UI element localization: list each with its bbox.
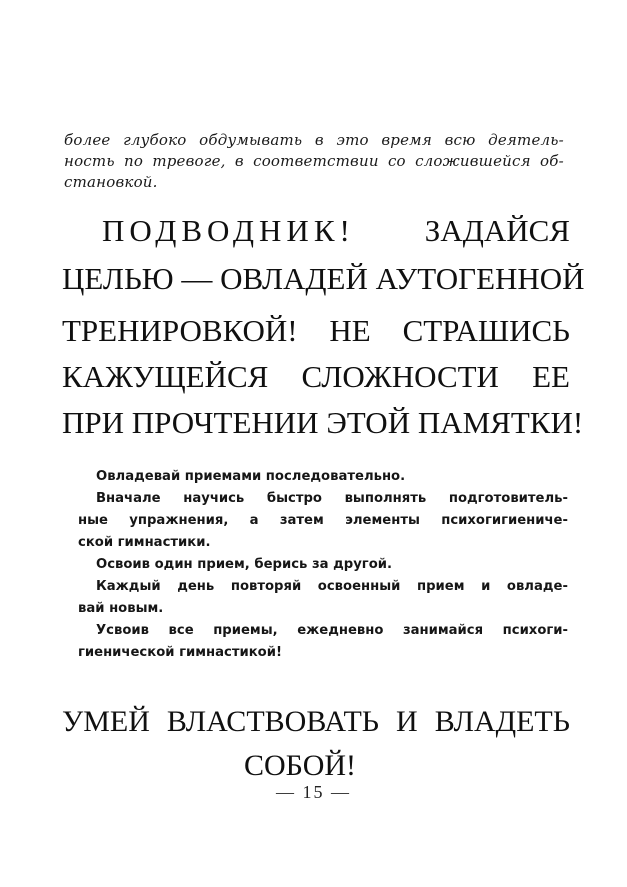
- instruction-word: повторяй: [230, 579, 302, 594]
- intro-word: сложившейся: [415, 152, 531, 170]
- instruction-line: [96, 576, 568, 598]
- instruction-line: ской гимнастики.: [78, 535, 211, 550]
- instruction-line: Освоив один прием, берись за другой.: [96, 557, 392, 572]
- instruction-word: психогигиениче-: [441, 513, 568, 528]
- headline-word: ЗАДАЙСЯ: [424, 213, 570, 248]
- instructions-block: [78, 466, 568, 664]
- headline-word: СЛОЖНОСТИ: [301, 359, 499, 394]
- instruction-line: [96, 620, 568, 642]
- intro-word: деятель-: [488, 131, 564, 149]
- instruction-line: гиенической гимнастикой!: [78, 645, 282, 660]
- instruction-word: Вначале: [96, 491, 161, 506]
- page-number: — 15 —: [276, 782, 351, 802]
- headline-word: КАЖУЩЕЙСЯ: [62, 359, 269, 394]
- instruction-word: освоенный: [317, 579, 401, 594]
- headline-word: СТРАШИСЬ: [402, 313, 570, 348]
- intro-word: об-: [540, 152, 564, 170]
- instruction-word: ные: [78, 513, 108, 528]
- instruction-line: [96, 488, 568, 510]
- instruction-word: быстро: [266, 491, 322, 506]
- headline: [62, 208, 585, 446]
- headline-line: [62, 308, 570, 354]
- headline-word: ПРИ ПРОЧТЕНИИ ЭТОЙ ПАМЯТКИ!: [62, 405, 584, 440]
- motto-word: ВЛАДЕТЬ: [434, 705, 570, 738]
- instruction-line: вай новым.: [78, 601, 164, 616]
- motto-word: УМЕЙ: [62, 705, 150, 738]
- intro-word: более: [64, 131, 111, 149]
- intro-word: ность: [64, 152, 115, 170]
- headline-line: [62, 208, 570, 254]
- instruction-word: и: [481, 579, 491, 594]
- instruction-line: Овладевай приемами последовательно.: [96, 469, 406, 484]
- headline-word: ЦЕЛЬЮ — ОВЛАДЕЙ АУТОГЕННОЙ: [62, 261, 585, 296]
- intro-paragraph: [64, 130, 564, 193]
- intro-word: глубоко: [123, 131, 187, 149]
- instruction-word: подготовитель-: [448, 491, 568, 506]
- headline-word: НЕ: [329, 313, 371, 348]
- instruction-word: выполнять: [344, 491, 427, 506]
- intro-word: всю: [444, 131, 476, 149]
- headline-line: [62, 354, 570, 400]
- headline-word: ПОДВОДНИК!: [102, 213, 355, 248]
- motto-line: [62, 700, 570, 744]
- instruction-word: элементы: [345, 513, 420, 528]
- motto-line: СОБОЙ!: [244, 749, 357, 782]
- intro-line: [64, 130, 564, 151]
- instruction-word: Усвоив: [96, 623, 149, 638]
- intro-line: становкой.: [64, 173, 158, 191]
- intro-word: обдумывать: [199, 131, 303, 149]
- instruction-word: упражнения,: [129, 513, 229, 528]
- instruction-word: овладе-: [506, 579, 568, 594]
- intro-word: в: [234, 152, 244, 170]
- motto: [62, 700, 570, 788]
- instruction-word: психоги-: [502, 623, 568, 638]
- instruction-word: ежедневно: [297, 623, 384, 638]
- instruction-word: занимайся: [402, 623, 484, 638]
- intro-word: по: [123, 152, 144, 170]
- headline-word: ТРЕНИРОВКОЙ!: [62, 313, 298, 348]
- intro-line: [64, 151, 564, 172]
- intro-word: время: [381, 131, 432, 149]
- intro-word: соответствии: [253, 152, 379, 170]
- headline-line: [62, 400, 584, 446]
- instruction-word: а: [249, 513, 259, 528]
- headline-word: ЕЕ: [532, 359, 570, 394]
- instruction-word: приемы,: [213, 623, 278, 638]
- instruction-word: все: [168, 623, 194, 638]
- motto-word: И: [396, 705, 418, 738]
- instruction-word: день: [177, 579, 215, 594]
- instruction-word: затем: [279, 513, 324, 528]
- instruction-word: научись: [183, 491, 245, 506]
- intro-word: тревоге,: [152, 152, 226, 170]
- instruction-line: [78, 510, 568, 532]
- headline-line: [62, 256, 585, 302]
- instruction-word: Каждый: [96, 579, 161, 594]
- intro-word: в: [314, 131, 324, 149]
- motto-word: ВЛАСТВОВАТЬ: [166, 705, 380, 738]
- intro-word: со: [387, 152, 406, 170]
- instruction-word: прием: [416, 579, 465, 594]
- intro-word: это: [336, 131, 369, 149]
